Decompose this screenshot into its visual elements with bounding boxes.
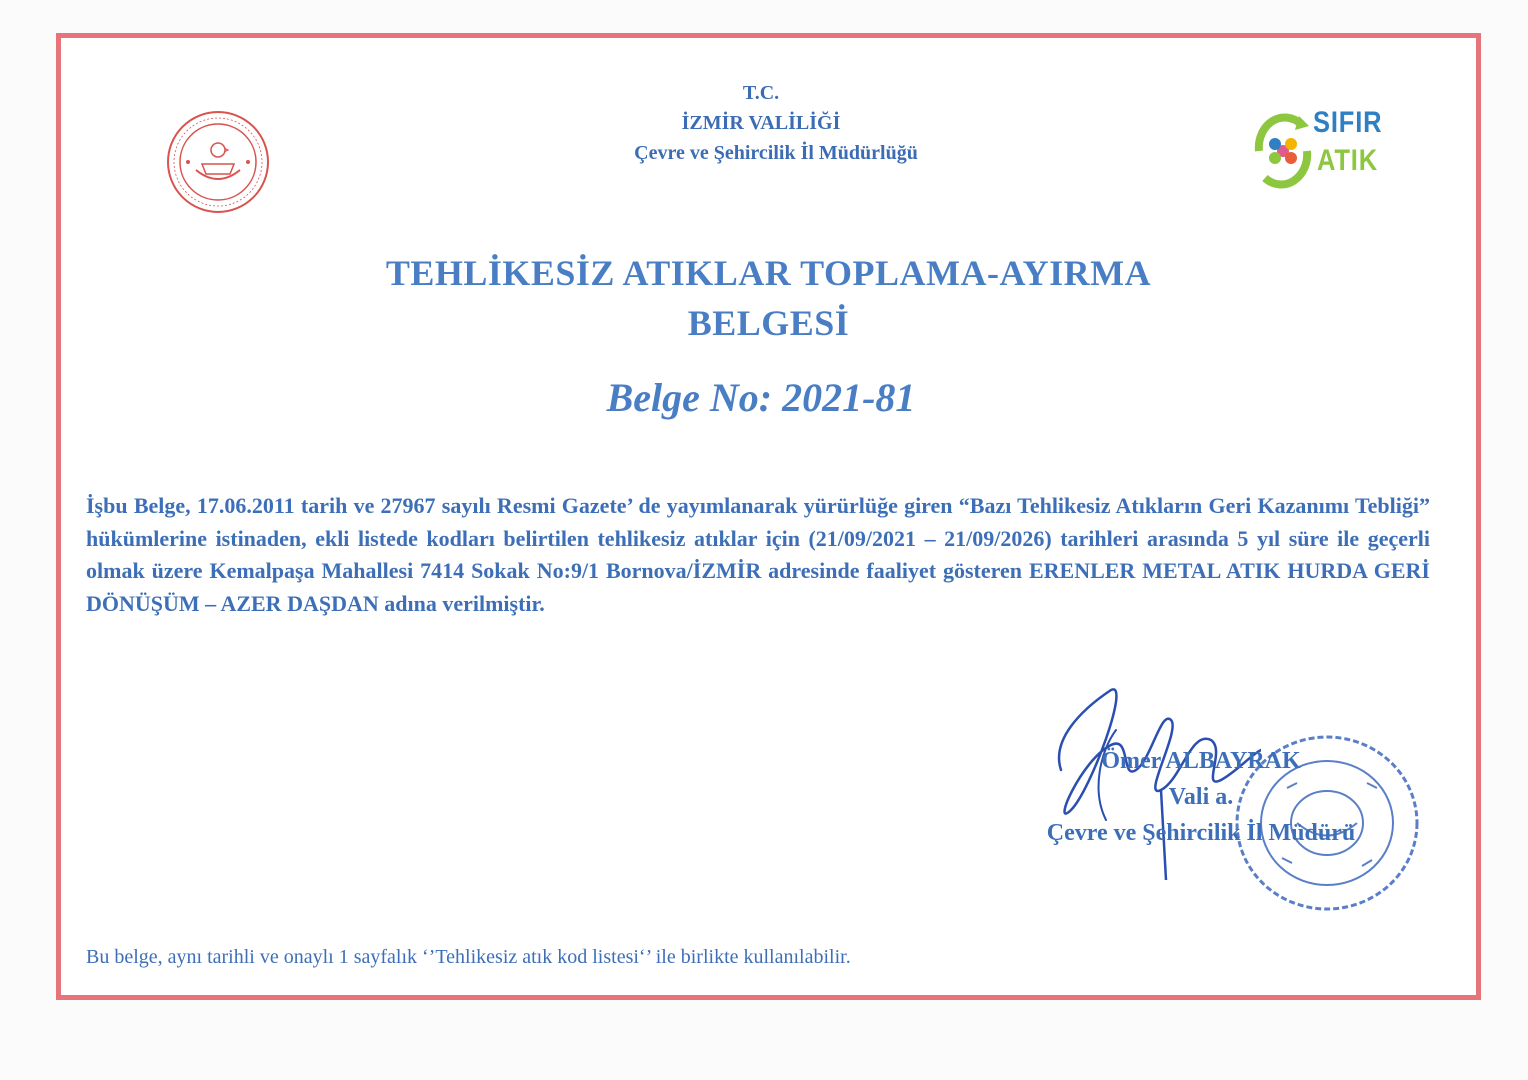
sifir-atik-logo	[1251, 100, 1401, 200]
footer-note: Bu belge, aynı tarihli ve onaylı 1 sayfalık ‘’Tehlikesiz atık kod listesi‘’ ile birlikte kullanılabilir.	[86, 946, 851, 968]
logo-atik-text: ATIK	[1317, 144, 1379, 177]
signatory-block	[1001, 743, 1401, 851]
logo-sifir-text: SIFIR	[1313, 106, 1383, 139]
signatory-role: Vali a.	[1168, 784, 1234, 810]
header-tc: T.C.	[742, 82, 780, 104]
certificate-frame	[56, 33, 1481, 1000]
certificate-number: Belge No: 2021-81	[606, 375, 916, 420]
sifir-atik-emblem-icon	[1251, 106, 1315, 196]
certificate-body-text: İşbu Belge, 17.06.2011 tarih ve 27967 sayılı Resmi Gazete’ de yayımlanarak yürürlüğe giren “Bazı Tehlikesiz Atıkların Geri Kazanımı Tebliği” hükümlerine istinaden, ekli listede kodları belirtilen tehlikesiz atıklar için (21/09/2021 – 21/09/2026) tarihleri arasında 5 yıl süre ile geçerli olmak üzere Kemalpaşa Mahallesi 7414 Sokak No:9/1 Bornova/İZMİR adresinde faaliyet gösteren ERENLER METAL ATIK HURDA GERİ DÖNÜŞÜM – AZER DAŞDAN adına verilmiştir.	[86, 493, 1430, 616]
signatory-title: Çevre ve Şehircilik İl Müdürü	[1046, 820, 1356, 846]
signatory-name: Ömer ALBAYRAK	[1101, 748, 1301, 774]
header-valilik: İZMİR VALİLİĞİ	[681, 112, 841, 134]
certificate-title-line2: BELGESİ	[687, 303, 850, 343]
certificate-title-line1: TEHLİKESİZ ATIKLAR TOPLAMA-AYIRMA	[385, 253, 1152, 293]
header-mudurluk: Çevre ve Şehircilik İl Müdürlüğü	[634, 142, 918, 164]
